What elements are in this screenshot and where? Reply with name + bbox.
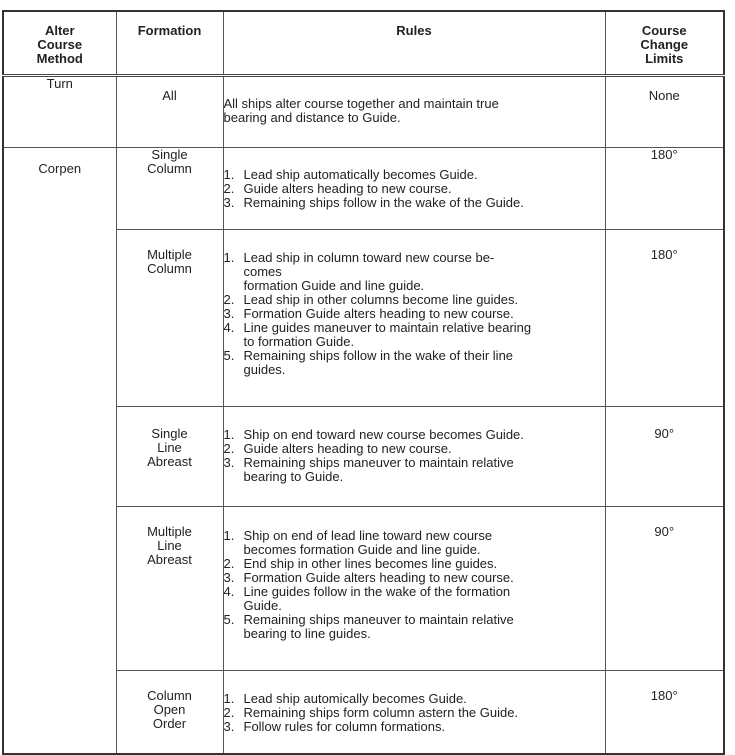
limit-cell: 180° [605, 670, 724, 754]
method-cell: Turn [3, 75, 116, 147]
limit-cell: 180° [605, 229, 724, 406]
rule-steps [224, 671, 605, 734]
table-row [3, 75, 724, 147]
rule-step: 4. Line guides maneuver to maintain relative bearing to formation Guide. [223, 319, 532, 349]
header-alter-course-method: Alter Course Method [3, 11, 116, 75]
limit-cell: 90° [605, 506, 724, 670]
header-course-change-limits: Course Change Limits [605, 11, 724, 75]
formation-cell: All [116, 75, 223, 147]
rules-cell [223, 75, 605, 147]
rule-step: 3. Follow rules for column formations. [223, 718, 446, 734]
rule-step: 2. Lead ship in other columns become line guides. [223, 291, 519, 307]
limit-cell: 180° [605, 147, 724, 229]
rule-step: 2. End ship in other lines becomes line guides. [223, 555, 498, 571]
rules-cell [223, 147, 605, 229]
header-row [3, 11, 724, 75]
rule-step: 3. Remaining ships maneuver to maintain relative bearing to Guide. [223, 454, 514, 484]
rule-step: 3. Remaining ships follow in the wake of the Guide. [223, 194, 524, 210]
formation-cell: Single Column [116, 147, 223, 229]
formation-cell: Multiple Column [116, 229, 223, 406]
rules-cell [223, 506, 605, 670]
course-change-rules-table [2, 10, 725, 755]
formation-cell: Single Line Abreast [116, 406, 223, 506]
rules-cell [223, 406, 605, 506]
rule-step: 2. Remaining ships form column astern the Guide. [223, 704, 519, 720]
limit-cell: None [605, 75, 724, 147]
header-formation: Formation [116, 11, 223, 75]
rule-step: 1. Lead ship automatically becomes Guide. [223, 166, 478, 182]
rule-step: 2. Guide alters heading to new course. [223, 440, 452, 456]
header-rules: Rules [223, 11, 605, 75]
table-row [3, 147, 724, 229]
rule-step: 3. Formation Guide alters heading to new course. [223, 305, 514, 321]
rule-step: 1. Lead ship in column toward new course be- comes formation Guide and line guide. [223, 249, 495, 293]
rule-step: 5. Remaining ships maneuver to maintain relative bearing to line guides. [223, 611, 514, 641]
rules-cell [223, 229, 605, 406]
rule-text: All ships alter course together and maintain true bearing and distance to Guide. [223, 95, 499, 125]
rules-cell [223, 670, 605, 754]
rule-steps [224, 507, 605, 641]
formation-cell: Multiple Line Abreast [116, 506, 223, 670]
rule-step: 1. Lead ship automically becomes Guide. [223, 690, 467, 706]
method-cell: Corpen [3, 147, 116, 754]
rule-step: 1. Ship on end of lead line toward new course becomes formation Guide and line guide. [223, 527, 493, 557]
rule-step: 1. Ship on end toward new course becomes Guide. [223, 426, 524, 442]
rule-step: 2. Guide alters heading to new course. [223, 180, 452, 196]
limit-cell: 90° [605, 406, 724, 506]
rule-step: 4. Line guides follow in the wake of the formation Guide. [223, 583, 511, 613]
rule-step: 5. Remaining ships follow in the wake of their line guides. [223, 347, 514, 377]
rule-steps [224, 148, 605, 210]
formation-cell: Column Open Order [116, 670, 223, 754]
rule-steps [224, 230, 605, 377]
rule-steps [224, 407, 605, 484]
rule-step: 3. Formation Guide alters heading to new course. [223, 569, 514, 585]
